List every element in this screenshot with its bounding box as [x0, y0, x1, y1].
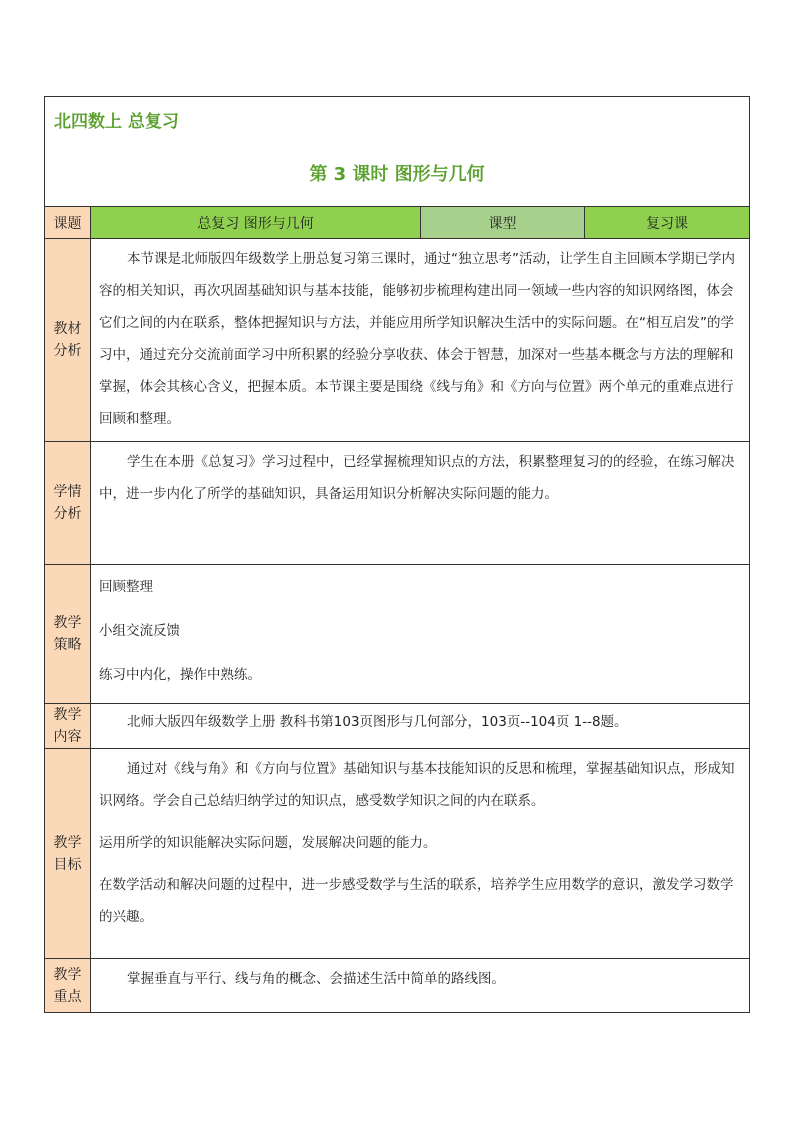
header-row	[45, 207, 750, 239]
row-label-line: 学情	[53, 484, 82, 500]
topic-label: 课题	[45, 207, 91, 239]
strategy-list	[91, 565, 750, 704]
strategy-item: 练习中内化，操作中熟练。	[99, 667, 261, 683]
title-cell	[45, 97, 750, 207]
student-analysis-row	[45, 442, 750, 565]
row-label-line: 教材	[53, 321, 82, 337]
strategy-label	[45, 565, 91, 704]
lesson-plan-table	[44, 96, 750, 1013]
goal-item: 运用所学的知识能解决实际问题，发展解决问题的能力。	[99, 835, 437, 851]
key-points-row	[45, 959, 750, 1013]
material-analysis-row	[45, 239, 750, 442]
row-label-line: 分析	[53, 506, 82, 522]
key-points-paragraph: 掌握垂直与平行、线与角的概念、会描述生活中简单的路线图。	[127, 971, 505, 987]
row-label-line: 内容	[53, 729, 82, 745]
material-analysis-text	[91, 239, 750, 442]
lesson-title: 第 3 课时 图形与几何	[309, 164, 485, 185]
key-points-label	[45, 959, 91, 1013]
strategy-row	[45, 565, 750, 704]
content-paragraph: 北师大版四年级数学上册 教科书第103页图形与几何部分，103页--104页 1--8题。	[127, 714, 628, 730]
goal-item: 通过对《线与角》和《方向与位置》基础知识与基本技能知识的反思和梳理，掌握基础知识点，形成知识网络。学会自己总结归纳学过的知识点，感受数学知识之间的内在联系。	[99, 761, 735, 809]
student-analysis-text	[91, 442, 750, 565]
type-label: 课型	[421, 207, 585, 239]
row-label-line: 教学	[53, 834, 82, 851]
goal-item: 在数学活动和解决问题的过程中，进一步感受数学与生活的联系，培养学生应用数学的意识，激发学习数学的兴趣。	[99, 877, 734, 925]
student-analysis-label	[45, 442, 91, 565]
goals-row	[45, 749, 750, 959]
lesson-plan-sheet	[44, 96, 749, 1013]
goals-list	[91, 749, 750, 959]
row-label-line: 目标	[53, 856, 82, 873]
strategy-item: 回顾整理	[99, 579, 153, 595]
content-row	[45, 704, 750, 749]
row-label-line: 教学	[53, 966, 82, 983]
material-analysis-label	[45, 239, 91, 442]
goals-label	[45, 749, 91, 959]
row-label-line: 重点	[53, 988, 82, 1005]
type-value: 复习课	[585, 207, 750, 239]
content-label	[45, 704, 91, 749]
row-label-line: 教学	[53, 615, 82, 631]
key-points-text	[91, 959, 750, 1013]
content-text	[91, 704, 750, 749]
material-paragraph: 本节课是北师版四年级数学上册总复习第三课时，通过“独立思考”活动，让学生自主回顾本学期已学内容的相关知识，再次巩固基础知识与基本技能，能够初步梳理构建出同一领域一些内容的知识网络图，体会它们之间的内在联系，整体把握知识与方法，并能应用所学知识解决生活中的实际问题。在“相互启发”的学习中，通过充分交流前面学习中所积累的经验分享收获、体会于智慧，加深对一些基本概念与方法的理解和掌握，体会其核心含义，把握本质。本节课主要是围绕《线与角》和《方向与位置》两个单元的重难点进行回顾和整理。	[99, 251, 735, 427]
row-label-line: 策略	[53, 637, 82, 653]
topic-value: 总复习 图形与几何	[91, 207, 421, 239]
student-paragraph: 学生在本册《总复习》学习过程中，已经掌握梳理知识点的方法，积累整理复习的的经验，在练习解决中，进一步内化了所学的基础知识，具备运用知识分析解决实际问题的能力。	[99, 454, 735, 502]
row-label-line: 分析	[53, 343, 82, 359]
row-label-line: 教学	[53, 707, 82, 723]
series-title: 北四数上 总复习	[54, 112, 179, 132]
strategy-item: 小组交流反馈	[99, 623, 180, 639]
